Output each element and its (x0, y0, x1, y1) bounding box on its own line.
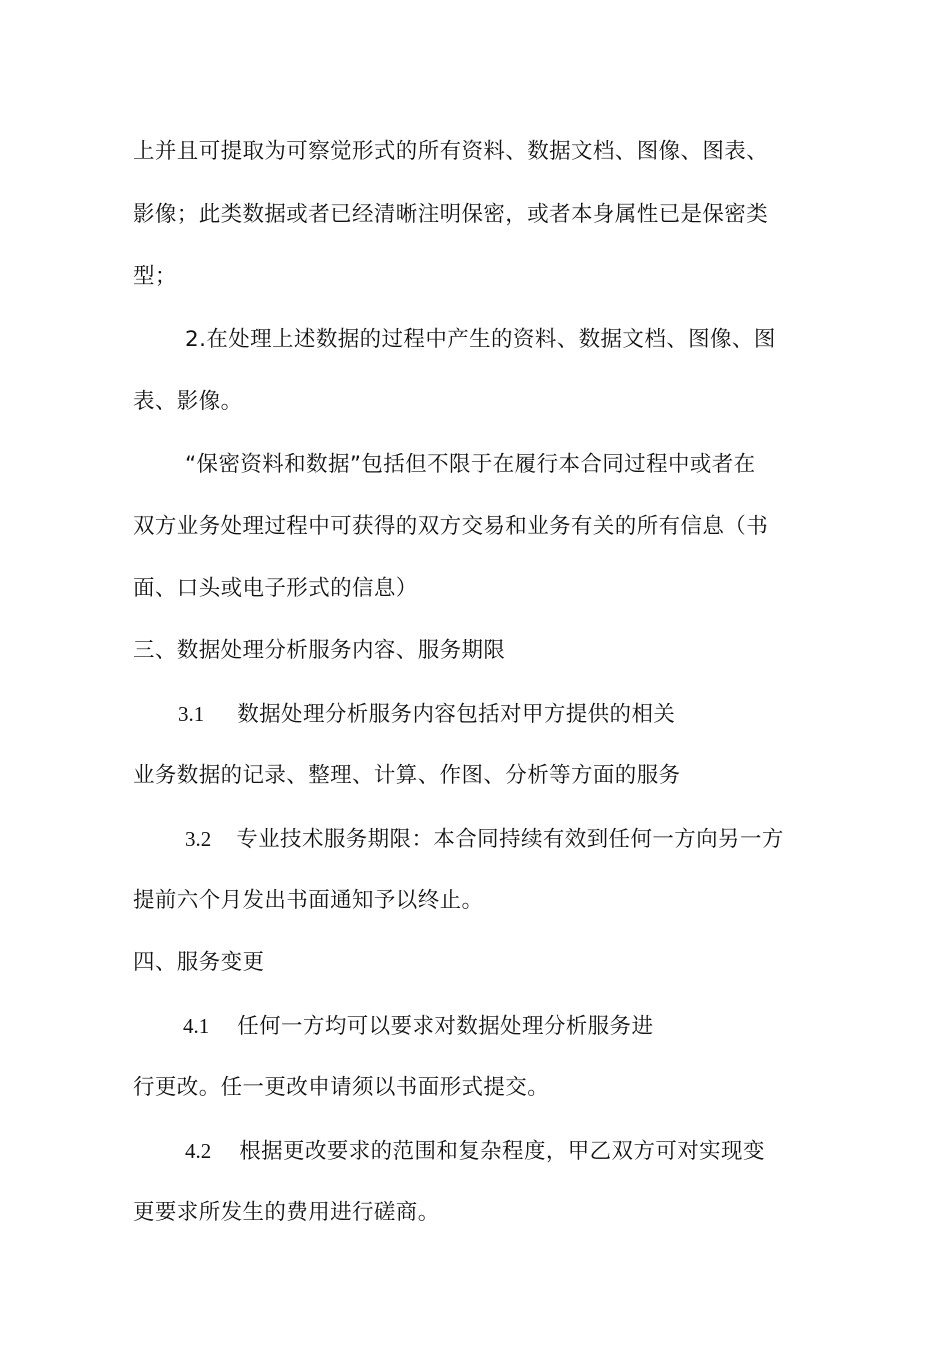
clause-3-2 (185, 824, 784, 855)
clause-3-2-continued: 提前六个月发出书面通知予以终止。 (133, 888, 484, 913)
clause-number-4-2: 4.2 (185, 1139, 212, 1163)
paragraph-line-2: 影像；此类数据或者已经清晰注明保密，或者本身属性已是保密类 (133, 202, 769, 227)
clause-3-1-text: 数据处理分析服务内容包括对甲方提供的相关 (237, 702, 676, 727)
clause-4-1 (178, 1011, 653, 1042)
clause-number-3-2: 3.2 (185, 827, 212, 851)
clause-4-1-text: 任何一方均可以要求对数据处理分析服务进 (237, 1014, 654, 1039)
clause-4-2 (185, 1136, 765, 1167)
clause-3-1-continued: 业务数据的记录、整理、计算、作图、分析等方面的服务 (133, 763, 681, 788)
definition-line-3: 面、口头或电子形式的信息） (133, 576, 418, 601)
clause-number-3-1: 3.1 (178, 702, 205, 726)
section-heading-3: 三、数据处理分析服务内容、服务期限 (133, 638, 506, 663)
definition-line-1: “保密资料和数据”包括但不限于在履行本合同过程中或者在 (185, 452, 756, 477)
clause-number-4-1: 4.1 (183, 1014, 210, 1038)
clause-3-1 (178, 699, 675, 730)
item-2-line-2: 表、影像。 (133, 389, 243, 414)
clause-4-2-continued: 更要求所发生的费用进行磋商。 (133, 1200, 440, 1225)
clause-3-2-text: 专业技术服务期限：本合同持续有效到任何一方向另一方 (236, 827, 784, 852)
paragraph-line-1: 上并且可提取为可察觉形式的所有资料、数据文档、图像、图表、 (133, 139, 769, 164)
clause-4-1-continued: 行更改。任一更改申请须以书面形式提交。 (133, 1075, 550, 1100)
definition-line-2: 双方业务处理过程中可获得的双方交易和业务有关的所有信息（书 (133, 514, 769, 539)
item-2-line-1: 2.在处理上述数据的过程中产生的资料、数据文档、图像、图 (185, 327, 776, 352)
paragraph-line-3: 型； (133, 264, 177, 289)
clause-4-2-text: 根据更改要求的范围和复杂程度，甲乙双方可对实现变 (239, 1139, 765, 1164)
section-heading-4: 四、服务变更 (133, 950, 265, 975)
